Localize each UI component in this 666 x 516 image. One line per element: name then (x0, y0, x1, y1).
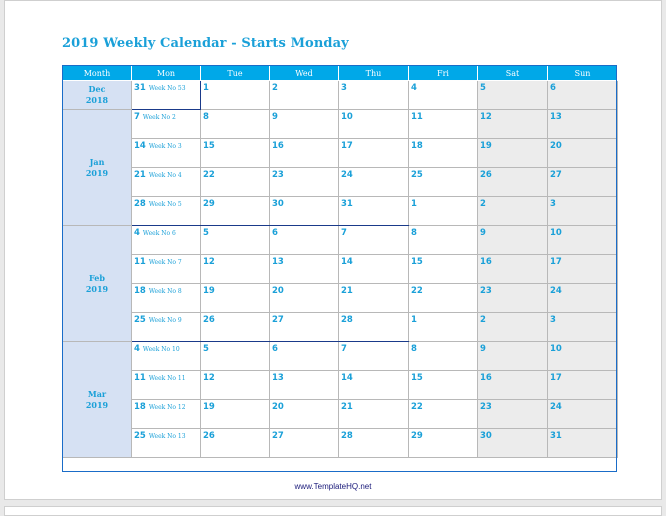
day-number: 12 (203, 257, 215, 267)
day-number: 3 (550, 315, 556, 325)
day-number: 27 (272, 431, 284, 441)
day-cell[interactable] (339, 81, 409, 110)
week-number-label: Week No 12 (148, 404, 186, 411)
week-row (63, 429, 618, 458)
day-cell[interactable] (478, 371, 548, 400)
day-cell[interactable] (409, 313, 478, 342)
month-cell (63, 81, 132, 110)
day-number: 3 (341, 83, 347, 93)
day-cell[interactable] (409, 81, 478, 110)
day-cell[interactable] (409, 342, 478, 371)
header-wed: Wed (270, 66, 339, 81)
day-number: 18 (134, 286, 146, 296)
day-number: 16 (480, 257, 492, 267)
day-cell[interactable] (339, 371, 409, 400)
day-cell[interactable] (132, 284, 201, 313)
month-name: Feb (89, 272, 105, 283)
day-cell[interactable] (201, 255, 270, 284)
day-number: 14 (341, 257, 353, 267)
day-cell[interactable] (339, 313, 409, 342)
day-number: 9 (480, 344, 486, 354)
day-number: 4 (134, 228, 140, 238)
day-cell[interactable] (201, 342, 270, 371)
day-number: 1 (411, 199, 417, 209)
header-tue: Tue (201, 66, 270, 81)
day-number: 23 (480, 402, 492, 412)
day-cell[interactable] (478, 429, 548, 458)
day-cell[interactable] (201, 400, 270, 429)
month-year: 2018 (85, 95, 109, 105)
week-number-label: Week No 2 (142, 114, 176, 121)
day-number: 12 (203, 373, 215, 383)
day-cell[interactable] (132, 400, 201, 429)
day-number: 22 (411, 402, 423, 412)
day-number: 20 (272, 402, 284, 412)
day-number: 28 (341, 431, 353, 441)
day-number: 27 (550, 170, 562, 180)
week-row (63, 255, 618, 284)
footer-link[interactable]: www.TemplateHQ.net (294, 482, 372, 491)
week-row (63, 371, 618, 400)
day-number: 11 (134, 257, 146, 267)
day-cell[interactable] (270, 342, 339, 371)
day-number: 11 (411, 112, 423, 122)
day-cell[interactable] (548, 284, 618, 313)
day-cell[interactable] (339, 139, 409, 168)
day-number: 2 (272, 83, 278, 93)
day-number: 15 (411, 257, 423, 267)
day-number: 7 (341, 344, 347, 354)
day-cell[interactable] (270, 139, 339, 168)
day-cell[interactable] (548, 429, 618, 458)
day-cell[interactable] (548, 342, 618, 371)
day-number: 24 (341, 170, 353, 180)
day-number: 7 (134, 112, 140, 122)
day-cell[interactable] (339, 284, 409, 313)
month-cell (63, 110, 132, 226)
day-cell[interactable] (132, 342, 201, 371)
day-number: 8 (411, 228, 417, 238)
day-cell[interactable] (270, 429, 339, 458)
day-cell[interactable] (339, 197, 409, 226)
day-number: 14 (134, 141, 146, 151)
day-number: 9 (480, 228, 486, 238)
week-row (63, 197, 618, 226)
day-number: 13 (272, 373, 284, 383)
day-cell[interactable] (478, 81, 548, 110)
day-number: 31 (134, 83, 146, 93)
day-number: 6 (272, 228, 278, 238)
day-number: 24 (550, 286, 562, 296)
header-mon: Mon (132, 66, 201, 81)
day-cell[interactable] (339, 110, 409, 139)
day-number: 12 (480, 112, 492, 122)
day-number: 26 (480, 170, 492, 180)
month-year: 2019 (85, 283, 109, 294)
day-number: 19 (203, 402, 215, 412)
week-row (63, 284, 618, 313)
day-number: 18 (411, 141, 423, 151)
day-cell[interactable] (548, 226, 618, 255)
day-number: 8 (203, 112, 209, 122)
day-number: 31 (550, 431, 562, 441)
day-cell[interactable] (270, 197, 339, 226)
day-number: 26 (203, 315, 215, 325)
day-number: 4 (134, 344, 140, 354)
page-title: 2019 Weekly Calendar - Starts Monday (62, 36, 349, 51)
day-cell[interactable] (409, 168, 478, 197)
day-number: 17 (550, 373, 562, 383)
day-cell[interactable] (339, 342, 409, 371)
day-cell[interactable] (132, 226, 201, 255)
day-number: 6 (272, 344, 278, 354)
month-year: 2019 (85, 399, 109, 410)
day-cell[interactable] (132, 313, 201, 342)
day-number: 28 (341, 315, 353, 325)
week-number-label: Week No 7 (148, 259, 182, 266)
week-row (63, 110, 618, 139)
day-cell[interactable] (409, 400, 478, 429)
day-cell[interactable] (201, 81, 270, 110)
day-number: 25 (134, 315, 146, 325)
day-cell[interactable] (548, 110, 618, 139)
week-number-label: Week No 4 (148, 172, 182, 179)
day-number: 3 (550, 199, 556, 209)
document-page (4, 0, 662, 500)
day-number: 27 (272, 315, 284, 325)
day-number: 5 (480, 83, 486, 93)
day-number: 9 (272, 112, 278, 122)
day-number: 29 (203, 199, 215, 209)
day-cell[interactable] (270, 168, 339, 197)
day-number: 31 (341, 199, 353, 209)
day-cell[interactable] (270, 284, 339, 313)
day-cell[interactable] (270, 81, 339, 110)
day-cell[interactable] (548, 81, 618, 110)
week-number-label: Week No 10 (142, 346, 180, 353)
calendar-table (62, 65, 618, 458)
day-cell[interactable] (201, 168, 270, 197)
day-number: 21 (341, 402, 353, 412)
day-number: 4 (411, 83, 417, 93)
month-name: Mar (87, 388, 107, 399)
day-cell[interactable] (548, 400, 618, 429)
day-cell[interactable] (201, 371, 270, 400)
week-number-label: Week No 8 (148, 288, 182, 295)
day-number: 15 (411, 373, 423, 383)
day-cell[interactable] (132, 139, 201, 168)
day-number: 26 (203, 431, 215, 441)
day-cell[interactable] (201, 197, 270, 226)
day-number: 1 (203, 83, 209, 93)
day-number: 2 (480, 315, 486, 325)
day-number: 10 (341, 112, 353, 122)
day-cell[interactable] (270, 226, 339, 255)
day-cell[interactable] (339, 168, 409, 197)
week-row (63, 226, 618, 255)
day-cell[interactable] (339, 255, 409, 284)
week-number-label: Week No 3 (148, 143, 182, 150)
day-number: 17 (550, 257, 562, 267)
day-number: 16 (480, 373, 492, 383)
day-number: 10 (550, 344, 562, 354)
month-name: Jan (89, 156, 105, 167)
day-number: 29 (411, 431, 423, 441)
day-cell[interactable] (478, 139, 548, 168)
day-cell[interactable] (132, 168, 201, 197)
next-page-edge (4, 506, 662, 516)
day-cell[interactable] (548, 197, 618, 226)
day-number: 6 (550, 83, 556, 93)
day-number: 2 (480, 199, 486, 209)
day-cell[interactable] (409, 429, 478, 458)
day-number: 17 (341, 141, 353, 151)
day-number: 18 (134, 402, 146, 412)
day-number: 30 (480, 431, 492, 441)
day-number: 5 (203, 228, 209, 238)
day-number: 21 (134, 170, 146, 180)
day-cell[interactable] (409, 197, 478, 226)
day-number: 25 (411, 170, 423, 180)
day-cell[interactable] (409, 110, 478, 139)
day-cell[interactable] (201, 284, 270, 313)
day-cell[interactable] (201, 313, 270, 342)
day-cell[interactable] (132, 255, 201, 284)
day-cell[interactable] (270, 110, 339, 139)
day-cell[interactable] (201, 429, 270, 458)
day-cell[interactable] (478, 284, 548, 313)
day-cell[interactable] (478, 342, 548, 371)
day-cell[interactable] (478, 168, 548, 197)
week-row (63, 81, 618, 110)
month-name: Dec (88, 84, 106, 94)
day-cell[interactable] (548, 168, 618, 197)
day-number: 13 (550, 112, 562, 122)
day-number: 8 (411, 344, 417, 354)
day-cell[interactable] (132, 429, 201, 458)
day-cell[interactable] (478, 110, 548, 139)
header-thu: Thu (339, 66, 409, 81)
day-cell[interactable] (478, 197, 548, 226)
day-number: 11 (134, 373, 146, 383)
month-year: 2019 (85, 167, 109, 178)
day-cell[interactable] (201, 110, 270, 139)
month-cell (63, 342, 132, 458)
day-number: 20 (272, 286, 284, 296)
day-cell[interactable] (270, 255, 339, 284)
week-row (63, 168, 618, 197)
day-number: 16 (272, 141, 284, 151)
day-cell[interactable] (409, 255, 478, 284)
header-fri: Fri (409, 66, 478, 81)
header-month: Month (63, 66, 132, 81)
day-number: 25 (134, 431, 146, 441)
day-cell[interactable] (339, 429, 409, 458)
day-cell[interactable] (201, 139, 270, 168)
day-cell[interactable] (478, 400, 548, 429)
day-cell[interactable] (409, 139, 478, 168)
day-number: 28 (134, 199, 146, 209)
day-number: 22 (203, 170, 215, 180)
week-row (63, 139, 618, 168)
day-number: 13 (272, 257, 284, 267)
header-sat: Sat (478, 66, 548, 81)
week-number-label: Week No 5 (148, 201, 182, 208)
day-number: 19 (203, 286, 215, 296)
header-row (63, 66, 618, 81)
day-number: 1 (411, 315, 417, 325)
day-number: 19 (480, 141, 492, 151)
day-number: 24 (550, 402, 562, 412)
day-number: 5 (203, 344, 209, 354)
day-number: 20 (550, 141, 562, 151)
day-cell[interactable] (270, 313, 339, 342)
day-cell[interactable] (339, 226, 409, 255)
day-number: 15 (203, 141, 215, 151)
day-number: 21 (341, 286, 353, 296)
day-cell[interactable] (132, 197, 201, 226)
week-row (63, 400, 618, 429)
month-cell (63, 226, 132, 342)
week-number-label: Week No 13 (148, 433, 186, 440)
week-row (63, 313, 618, 342)
day-cell[interactable] (132, 110, 201, 139)
week-number-label: Week No 11 (148, 375, 186, 382)
day-cell[interactable] (132, 371, 201, 400)
day-cell[interactable] (270, 400, 339, 429)
day-number: 23 (480, 286, 492, 296)
header-sun: Sun (548, 66, 618, 81)
day-number: 10 (550, 228, 562, 238)
day-cell[interactable] (548, 371, 618, 400)
week-row (63, 342, 618, 371)
day-cell[interactable] (201, 226, 270, 255)
week-number-label: Week No 6 (142, 230, 176, 237)
week-number-label: Week No 53 (148, 85, 186, 92)
day-number: 7 (341, 228, 347, 238)
day-number: 23 (272, 170, 284, 180)
day-number: 22 (411, 286, 423, 296)
day-number: 14 (341, 373, 353, 383)
day-cell[interactable] (409, 284, 478, 313)
day-cell[interactable] (270, 371, 339, 400)
day-cell[interactable] (478, 313, 548, 342)
day-cell[interactable] (548, 139, 618, 168)
day-cell[interactable] (548, 255, 618, 284)
day-number: 30 (272, 199, 284, 209)
week-number-label: Week No 9 (148, 317, 182, 324)
day-cell[interactable] (409, 226, 478, 255)
day-cell[interactable] (478, 226, 548, 255)
day-cell[interactable] (409, 371, 478, 400)
day-cell[interactable] (548, 313, 618, 342)
day-cell[interactable] (132, 81, 201, 110)
day-cell[interactable] (339, 400, 409, 429)
day-cell[interactable] (478, 255, 548, 284)
